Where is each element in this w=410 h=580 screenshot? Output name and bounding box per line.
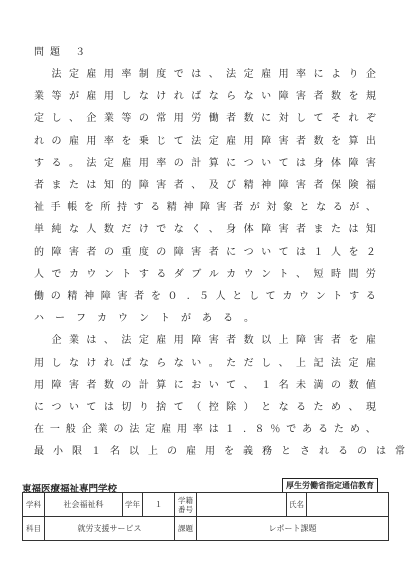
student-id-label: 学籍番号 <box>175 493 197 517</box>
manuscript-line: 在 一 般 企 業 の 法 定 雇 用 率 は １ . ８ ％ で あ る た め 、 <box>34 424 376 436</box>
student-info-table <box>22 492 389 541</box>
manuscript-line: 的 障 害 者 の 重 度 の 障 害 者 に つ い て は １ 人 を ２ <box>34 246 376 258</box>
subject-label: 科目 <box>23 517 45 541</box>
name-value <box>307 493 389 517</box>
name-label: 氏名 <box>287 493 307 517</box>
manuscript-line: ハ ー フ カ ウ ン ト が あ る 。 <box>34 313 254 325</box>
problem-heading: 問題 ３ <box>34 47 92 58</box>
manuscript-line: 定 し 、 企 業 等 の 常 用 労 働 者 数 に 対 し て そ れ ぞ <box>34 113 376 125</box>
manuscript-line: 最 小 限 １ 名 以 上 の 雇 用 を 義 務 と さ れ る の は 常 <box>34 446 405 458</box>
assignment-label: 課題 <box>175 517 197 541</box>
student-id-value <box>197 493 287 517</box>
manuscript-line: 者 ま た は 知 的 障 害 者 、 及 び 精 神 障 害 者 保 険 福 <box>34 180 376 191</box>
manuscript-line: に つ い て は 切 り 捨 て （ 控 除 ） と な る た め 、 現 <box>34 402 376 413</box>
assignment-value: レポート課題 <box>197 517 389 541</box>
manuscript-line: 単 純 な 人 数 だ け で な く 、 身 体 障 害 者 ま た は 知 <box>34 224 376 236</box>
manuscript-line: 働 の 精 神 障 害 者 を ０ . ５ 人 と し て カ ウ ン ト す る <box>34 291 376 302</box>
manuscript-line: 法 定 雇 用 率 制 度 で は 、 法 定 雇 用 率 に よ り 企 <box>51 69 376 80</box>
manuscript-line: れ の 雇 用 率 を 乗 じ て 法 定 雇 用 障 害 者 数 を 算 出 <box>34 135 376 147</box>
ministry-label: 厚生労働省指定通信教育 <box>282 478 378 493</box>
department-label: 学科 <box>23 493 45 517</box>
manuscript-line: 祉 手 帳 を 所 持 す る 精 神 障 害 者 が 対 象 と な る が 、 <box>34 202 376 214</box>
manuscript-line: 人 で カ ウ ン ト す る ダ ブ ル カ ウ ン ト 、 短 時 間 労 <box>34 268 376 280</box>
manuscript-line: す る 。 法 定 雇 用 率 の 計 算 に つ い て は 身 体 障 害 <box>34 157 376 169</box>
manuscript-line: 用 し な け れ ば な ら な い 。 た だ し 、 上 記 法 定 雇 <box>34 357 376 369</box>
school-name: 東福医療福祉専門学校 <box>22 484 118 495</box>
manuscript-line: 企 業 は 、 法 定 雇 用 障 害 者 数 以 上 障 害 者 を 雇 <box>51 335 376 347</box>
department-value: 社会福祉科 <box>45 493 123 517</box>
manuscript-line: 用 障 害 者 数 の 計 算 に お い て 、 １ 名 未 満 の 数 値 <box>34 379 376 391</box>
grade-label: 学年 <box>123 493 143 517</box>
grade-value: １ <box>143 493 175 517</box>
subject-value: 就労支援サービス <box>45 517 175 541</box>
manuscript-line: 業 等 が 雇 用 し な け れ ば な ら な い 障 害 者 数 を 規 <box>34 91 376 103</box>
